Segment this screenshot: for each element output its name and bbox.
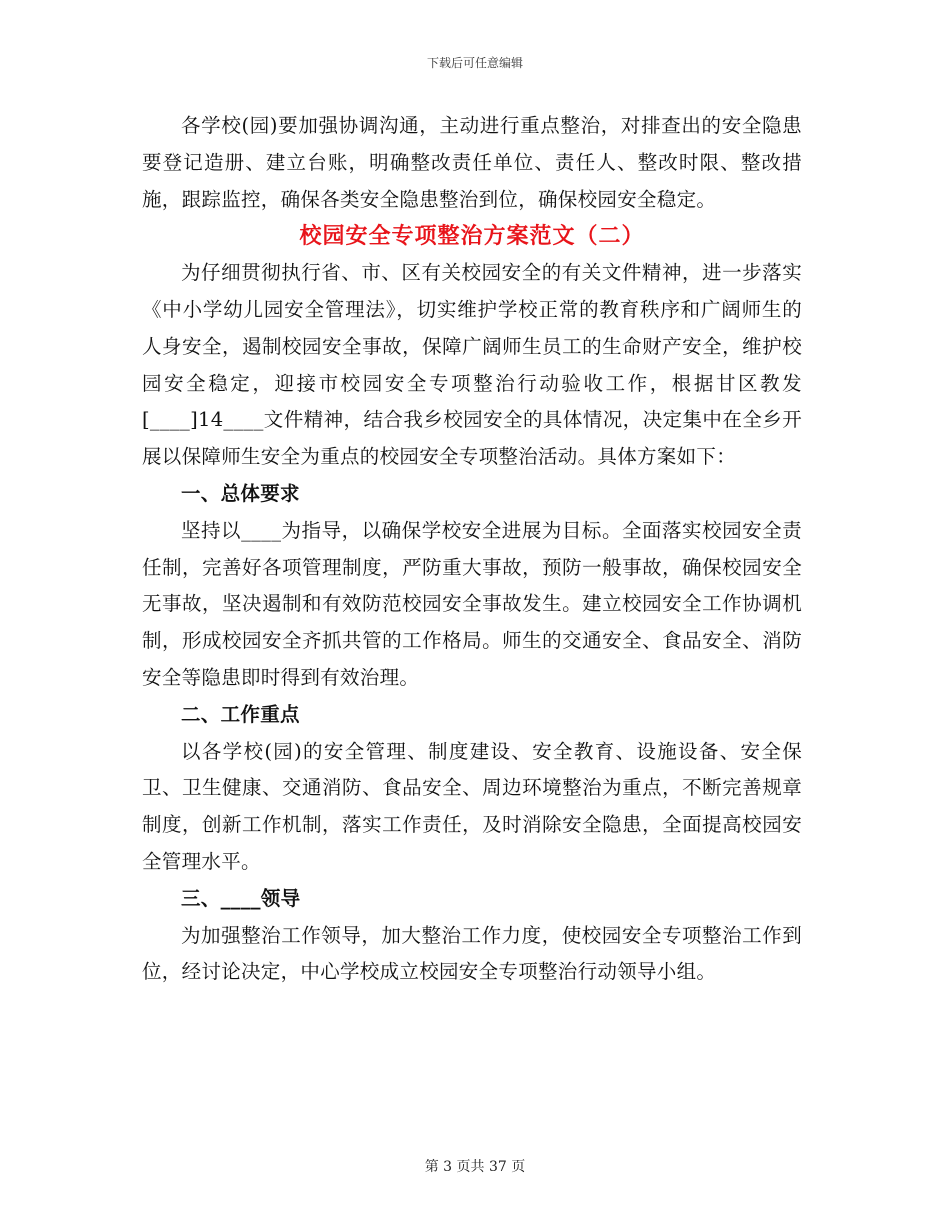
section-title: 校园安全专项整治方案范文（二） <box>299 223 645 250</box>
paragraph-1: 各学校(园)要加强协调沟通，主动进行重点整治，对排查出的安全隐患要登记造册、建立台账，明确整改责任单位、责任人、整改时限、整改措施，跟踪监控，确保各类安全隐患整治到位，确保校园安全稳定。 <box>142 114 802 211</box>
page-footer: 第 3 页共 37 页 <box>424 1159 526 1175</box>
page-header: 下载后可任意编辑 <box>426 56 523 70</box>
paragraph-2: 为仔细贯彻执行省、市、区有关校园安全的有关文件精神，进一步落实《中小学幼儿园安全管理法》，切实维护学校正常的教育秩序和广阔师生的人身安全，遏制校园安全事故，保障广阔师生员工的生命财产安全，维护校园安全稳定，迎接市校园安全专项整治行动验收工作，根据甘区教发[____]14____文件精神，结合我乡校园安全的具体情况，决定集中在全乡开展以保障师生安全为重点的校园安全专项整治活动。具体方案如下： <box>142 261 802 469</box>
paragraph-3: 坚持以____为指导，以确保学校安全进展为目标。全面落实校园安全责任制，完善好各项管理制度，严防重大事故，预防一般事故，确保校园安全无事故，坚决遏制和有效防范校园安全事故发生。建立校园安全工作协调机制，形成校园安全齐抓共管的工作格局。师生的交通安全、食品安全、消防安全等隐患即时得到有效治理。 <box>142 518 802 689</box>
paragraph-5: 为加强整治工作领导，加大整治工作力度，使校园安全专项整治工作到位，经讨论决定，中心学校成立校园安全专项整治行动领导小组。 <box>142 923 802 984</box>
heading-1: 一、总体要求 <box>181 481 300 505</box>
paragraph-4: 以各学校(园)的安全管理、制度建设、安全教育、设施设备、安全保卫、卫生健康、交通消防、食品安全、周边环境整治为重点，不断完善规章制度，创新工作机制，落实工作责任，及时消除安全隐患，全面提高校园安全管理水平。 <box>142 739 802 873</box>
document-body <box>142 108 802 991</box>
heading-3: 三、____领导 <box>181 886 301 910</box>
heading-2: 二、工作重点 <box>181 702 300 726</box>
